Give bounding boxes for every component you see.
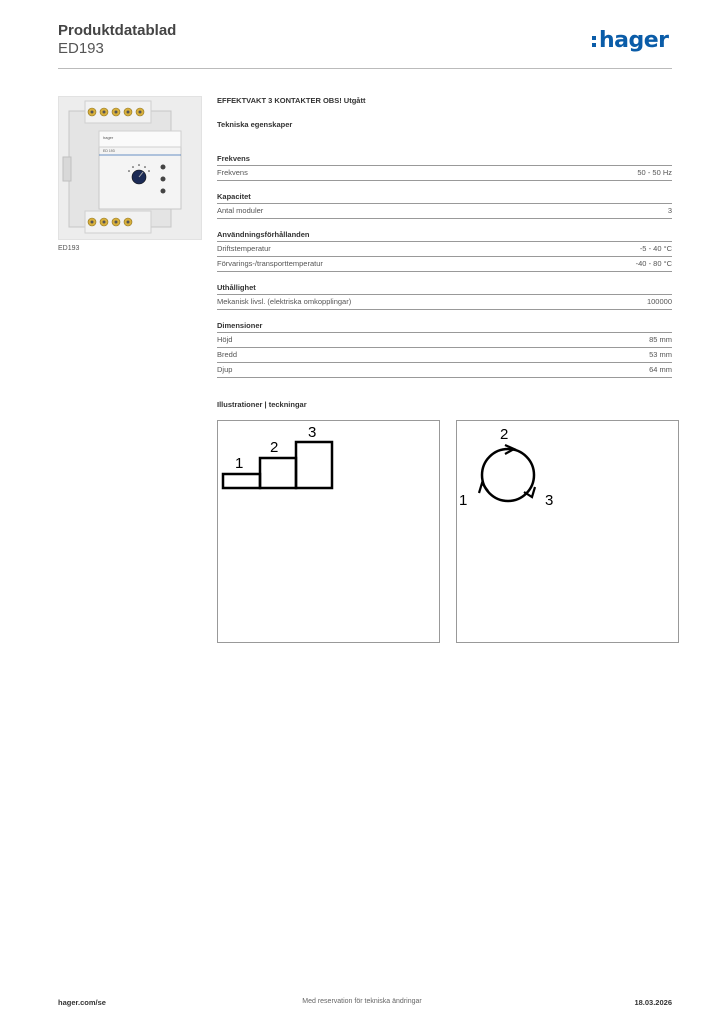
spec-group-dimensioner <box>217 320 672 378</box>
spec-group-title: Kapacitet <box>217 191 672 204</box>
spec-row <box>217 166 672 181</box>
step-label-1: 1 <box>235 455 244 472</box>
hager-logo <box>592 28 669 53</box>
spec-label: Bredd <box>217 350 238 359</box>
specs-section-title: Tekniska egenskaper <box>217 120 293 129</box>
spec-value: 100000 <box>646 297 672 306</box>
spec-group-title: Frekvens <box>217 153 672 166</box>
footer-disclaimer: Med reservation för tekniska ändringar <box>302 998 422 1005</box>
spec-group-kapacitet <box>217 191 672 219</box>
spec-value: 3 <box>667 206 672 215</box>
product-description: EFFEKTVAKT 3 KONTAKTER OBS! Utgått <box>217 96 366 105</box>
cycle-label-1: 1 <box>459 492 468 509</box>
footer-date: 18.03.2026 <box>634 998 672 1007</box>
photo-brand-text: hager <box>103 135 114 140</box>
spec-label: Höjd <box>217 335 233 344</box>
cycle-label-2: 2 <box>500 426 509 443</box>
cycle-label-3: 3 <box>545 492 554 509</box>
spec-value: 53 mm <box>649 350 672 359</box>
page-title: Produktdatablad <box>58 22 177 39</box>
step-diagram-box <box>217 420 440 643</box>
spec-label: Djup <box>217 365 233 374</box>
spec-group-title: Dimensioner <box>217 320 672 333</box>
photo-caption: ED193 <box>58 245 80 252</box>
spec-group-title: Uthållighet <box>217 282 672 295</box>
spec-group-frekvens <box>217 153 672 181</box>
specs-column <box>217 96 672 409</box>
spec-group-uthallighet <box>217 282 672 310</box>
spec-value: 50 - 50 Hz <box>637 168 672 177</box>
spec-value: 85 mm <box>649 335 672 344</box>
illustrations-title: Illustrationer | teckningar <box>217 400 307 409</box>
spec-label: Driftstemperatur <box>217 244 271 253</box>
spec-row <box>217 348 672 363</box>
step-diagram <box>218 421 439 642</box>
cycle-diagram-box <box>456 420 679 643</box>
spec-group-title: Användningsförhållanden <box>217 229 672 242</box>
spec-label: Antal moduler <box>217 206 264 215</box>
spec-row <box>217 204 672 219</box>
photo-model-text: ED 193 <box>103 149 115 153</box>
spec-row <box>217 363 672 378</box>
step-label-2: 2 <box>270 439 279 456</box>
cycle-diagram <box>457 421 678 642</box>
header-divider <box>58 68 672 69</box>
logo-text: hager <box>599 28 669 53</box>
spec-label: Förvarings-/transporttemperatur <box>217 259 323 268</box>
spec-group-anvandning <box>217 229 672 272</box>
footer-website-link[interactable]: hager.com/se <box>58 998 106 1007</box>
spec-row <box>217 295 672 310</box>
spec-label: Frekvens <box>217 168 248 177</box>
product-code: ED193 <box>58 40 104 57</box>
spec-row <box>217 333 672 348</box>
step-label-3: 3 <box>308 424 317 441</box>
spec-value: 64 mm <box>649 365 672 374</box>
spec-row <box>217 257 672 272</box>
product-photo <box>58 96 202 240</box>
spec-value: -40 - 80 °C <box>635 259 672 268</box>
spec-value: -5 - 40 °C <box>639 244 672 253</box>
spec-label: Mekanisk livsl. (elektriska omkopplingar) <box>217 297 352 306</box>
spec-row <box>217 242 672 257</box>
